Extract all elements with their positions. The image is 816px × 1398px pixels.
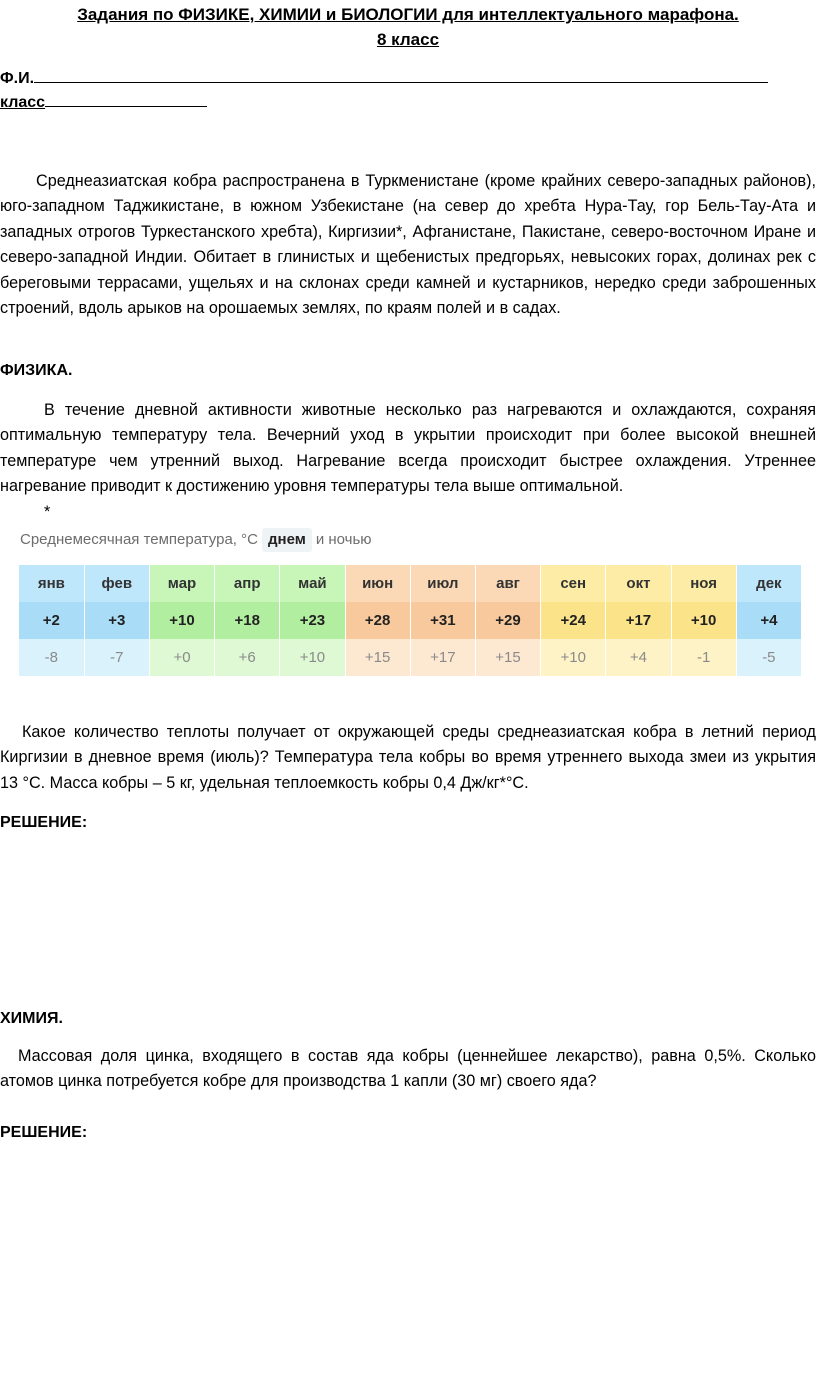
night-temp-cell: +10 <box>280 639 345 676</box>
student-class-label: класс <box>0 94 46 111</box>
day-temp-cell: +17 <box>606 602 671 639</box>
month-cell: апр <box>215 565 280 602</box>
day-temp-cell: +3 <box>84 602 149 639</box>
physics-solution-label: РЕШЕНИЕ: <box>0 814 88 831</box>
student-class-underline <box>45 90 207 107</box>
month-cell: июл <box>410 565 475 602</box>
student-class-field[interactable] <box>0 90 207 115</box>
night-temp-cell: +0 <box>149 639 214 676</box>
day-temp-cell: +10 <box>671 602 736 639</box>
month-cell: сен <box>541 565 606 602</box>
night-temp-cell: +15 <box>345 639 410 676</box>
day-temp-cell: +29 <box>475 602 540 639</box>
temperature-table <box>19 565 802 676</box>
physics-text: В течение дневной активности животные несколько раз нагреваются и охлаждаются, сохраняя оптимальную температуру тела. Вечерний уход в укрытии происходит при более высокой внешней температуре чем утренний выход. Нагревание всегда происходит быстрее охлаждения. Утреннее нагревание приводит к достижению уровня температуры тела выше оптимальной. <box>0 401 816 496</box>
chemistry-question: Массовая доля цинка, входящего в состав яда кобры (ценнейшее лекарство), равна 0,5%. Сколько атомов цинка потребуется кобре для производства 1 капли (30 мг) своего яда? <box>0 1047 816 1091</box>
caption-day-tab[interactable]: днем <box>262 528 312 552</box>
night-temperature-row <box>19 639 802 676</box>
title-line-1: Задания по ФИЗИКЕ, ХИМИИ и БИОЛОГИИ для интеллектуального марафона. <box>77 5 739 24</box>
caption-prefix: Среднемесячная температура, °С <box>20 531 258 548</box>
month-cell: дек <box>736 565 801 602</box>
temperature-table-caption <box>20 528 372 552</box>
night-temp-cell: -8 <box>19 639 84 676</box>
intro-paragraph: Среднеазиатская кобра распространена в Туркменистане (кроме крайних северо-западных районов), юго-западном Таджикистане, в южном Узбекистане (на север до хребта Нура-Тау, гор Бель-Тау-Ата и западных отрогов Туркестанского хребта), Киргизии*, Афганистане, Пакистане, северо-восточном Иране и северо-западной Индии. Обитает в глинистых и щебенистых предгорьях, невысоких горах, долинах рек с береговыми террасами, ущельях и на склонах среди камней и кустарников, нередко среди заброшенных строений, вдоль арыков на орошаемых землях, по краям полей и в садах. <box>0 172 816 318</box>
caption-night-tab[interactable]: и ночью <box>315 531 372 548</box>
night-temp-cell: -7 <box>84 639 149 676</box>
student-name-label: Ф.И. <box>0 70 35 87</box>
night-temp-cell: +4 <box>606 639 671 676</box>
student-name-field[interactable] <box>0 66 776 91</box>
physics-heading: ФИЗИКА. <box>0 362 73 379</box>
night-temp-cell: +17 <box>410 639 475 676</box>
physics-footnote-mark: * <box>44 502 51 521</box>
day-temperature-row <box>19 602 802 639</box>
day-temp-cell: +2 <box>19 602 84 639</box>
day-temp-cell: +24 <box>541 602 606 639</box>
physics-question: Какое количество теплоты получает от окружающей среды среднеазиатская кобра в летний период Киргизии в дневное время (июль)? Температура тела кобры во время утреннего выхода змеи из укрытия 13 °С. Масса кобры – 5 кг, удельная теплоемкость кобры 0,4 Дж/кг*°С. <box>0 723 816 792</box>
month-cell: мар <box>149 565 214 602</box>
student-name-underline <box>34 66 768 83</box>
day-temp-cell: +23 <box>280 602 345 639</box>
chemistry-solution-label: РЕШЕНИЕ: <box>0 1124 88 1141</box>
night-temp-cell: +15 <box>475 639 540 676</box>
title-line-2: 8 класс <box>376 30 440 49</box>
day-temp-cell: +18 <box>215 602 280 639</box>
night-temp-cell: -5 <box>736 639 801 676</box>
chemistry-heading: ХИМИЯ. <box>0 1010 63 1027</box>
night-temp-cell: +10 <box>541 639 606 676</box>
month-cell: июн <box>345 565 410 602</box>
months-row <box>19 565 802 602</box>
day-temp-cell: +4 <box>736 602 801 639</box>
month-cell: ноя <box>671 565 736 602</box>
month-cell: авг <box>475 565 540 602</box>
page-title <box>0 2 816 52</box>
day-temp-cell: +10 <box>149 602 214 639</box>
month-cell: янв <box>19 565 84 602</box>
night-temp-cell: -1 <box>671 639 736 676</box>
day-temp-cell: +31 <box>410 602 475 639</box>
month-cell: фев <box>84 565 149 602</box>
physics-paragraph <box>0 398 816 525</box>
month-cell: май <box>280 565 345 602</box>
month-cell: окт <box>606 565 671 602</box>
day-temp-cell: +28 <box>345 602 410 639</box>
night-temp-cell: +6 <box>215 639 280 676</box>
